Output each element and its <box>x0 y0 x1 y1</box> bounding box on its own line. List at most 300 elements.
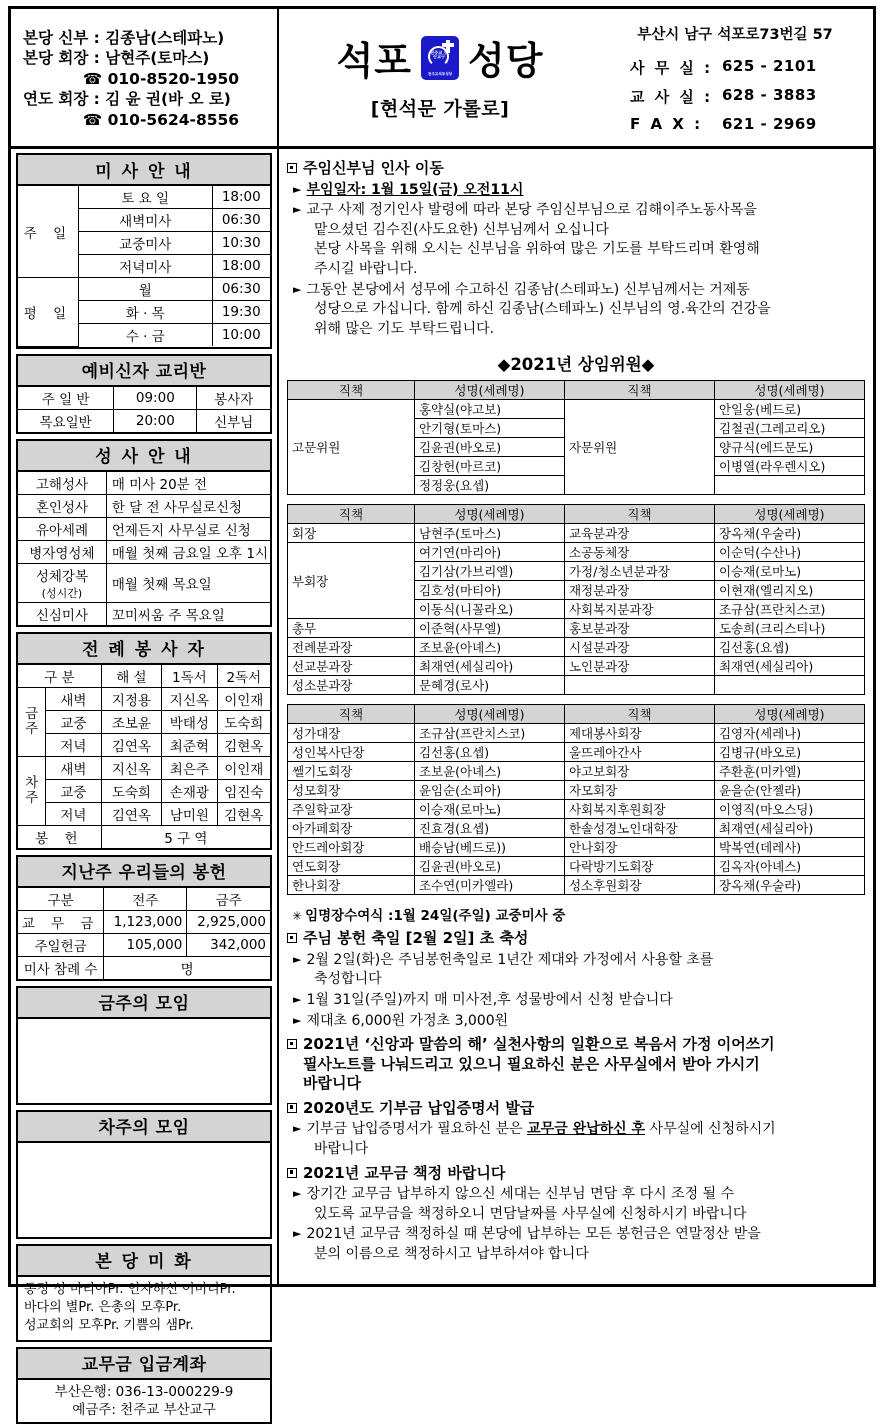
sacrament-name: 혼인성사 <box>18 494 106 517</box>
mass-name: 새벽미사 <box>78 209 212 232</box>
advisor-role-right: 자문위원 <box>564 400 714 495</box>
liturgical-servers-table <box>18 665 270 848</box>
commentator: 김연옥 <box>101 802 161 825</box>
advisor-name-left: 김윤권(바오로) <box>414 438 564 457</box>
group-role-left: 아가페회장 <box>288 819 415 838</box>
committee-officers-table <box>287 504 865 695</box>
advisor-name-left: 정정웅(요셉) <box>414 476 564 495</box>
mass-time: 10:00 <box>212 324 270 347</box>
table-row <box>18 186 270 209</box>
catechumen-class-time: 20:00 <box>114 409 197 432</box>
announcement-item-text: 그동안 본당에서 성무에 수고하신 김종남(스테파노) 신부님께서는 거제동 <box>306 281 750 298</box>
committee-ceremony-note <box>287 904 865 924</box>
table-header-row <box>288 705 865 724</box>
announcement-item <box>287 951 865 970</box>
group-role-left: 성인복사단장 <box>288 743 415 762</box>
catechumen-table <box>18 387 270 432</box>
col-header-name: 성명(세례명) <box>714 505 864 524</box>
mass-time-label: 저녁 <box>46 733 101 756</box>
committee-title: ◆2021년 상임위원◆ <box>497 355 655 375</box>
announcement-gospel-notebook <box>287 1035 865 1094</box>
officer-role-left: 회장 <box>288 524 415 543</box>
office-phone-number: 625 - 2101 <box>722 56 817 75</box>
advisor-name-left: 홍약실(야고보) <box>414 400 564 419</box>
officer-name-right: 이순덕(수산나) <box>714 543 864 562</box>
group-name-right: 김옥자(아녜스) <box>714 857 864 876</box>
officer-role-left: 성소분과장 <box>288 676 415 695</box>
catechumen-title: 예비신자 교리반 <box>18 356 270 387</box>
officer-name-right <box>714 676 864 695</box>
sacraments-table <box>18 472 270 625</box>
table-row <box>288 762 865 781</box>
bank-account-number: 부산은행: 036-13-000229-9 <box>54 1383 234 1400</box>
table-row <box>18 733 270 756</box>
table-row <box>288 743 865 762</box>
table-row <box>18 494 270 517</box>
announcement-item-text <box>306 1120 775 1139</box>
officer-role-right <box>564 676 714 695</box>
announcement-heading-text: 2020년도 기부금 납입증명서 발급 <box>303 1098 535 1117</box>
catechumen-section <box>16 354 272 434</box>
announcement-item-text: 2월 2일(화)은 주님봉헌축일로 1년간 제대와 가정에서 사용할 초를 <box>306 951 714 968</box>
group-name-left: 윤임순(소피아) <box>414 781 564 800</box>
commentator: 지신옥 <box>101 756 161 779</box>
mass-time-label: 교중 <box>46 779 101 802</box>
col-header-reading2: 2독서 <box>217 665 270 688</box>
table-row <box>288 781 865 800</box>
table-row <box>288 819 865 838</box>
sacrament-name-sub: (성시간) <box>41 586 83 600</box>
officer-role-right: 재정분과장 <box>564 581 714 600</box>
table-row <box>18 278 270 301</box>
committee-ceremony-note-text: 임명장수여식 :1월 24일(주일) 교중미사 중 <box>305 908 566 925</box>
announcement-donation-certificate <box>287 1099 865 1159</box>
col-header-division: 구 분 <box>18 665 101 688</box>
officer-role-right: 노인분과장 <box>564 657 714 676</box>
announcement-item <box>287 1012 865 1031</box>
church-logo-icon <box>421 36 459 80</box>
col-header-role: 직책 <box>564 705 714 724</box>
announcement-item <box>287 1185 865 1204</box>
col-header-name: 성명(세례명) <box>714 381 864 400</box>
group-name-right: 윤을순(안젤라) <box>714 781 864 800</box>
triangle-bullet-icon: ► <box>293 1013 302 1027</box>
bulletin-body <box>11 149 873 1419</box>
sacrament-name: 유아세례 <box>18 517 106 540</box>
asterisk-icon: ✳ <box>292 909 303 924</box>
teacher-room-phone-label: 교 사 실 : <box>630 87 713 106</box>
sacrament-desc: 언제든지 사무실로 신청 <box>106 517 270 540</box>
advisor-role-left: 고문위원 <box>288 400 415 495</box>
week-label-this: 금 주 <box>18 687 46 756</box>
group-name-left: 김선홍(요셉) <box>414 743 564 762</box>
table-row <box>288 524 865 543</box>
officer-name-left: 이동식(니꼴라오) <box>414 600 564 619</box>
liturgical-servers-section <box>16 632 272 850</box>
announcement-item-text: 교구 사제 정기인사 발령에 따라 본당 주임신부님으로 김해이주노동사목을 <box>306 202 757 219</box>
sacrament-desc: 매월 첫째 금요일 오후 1시 <box>106 540 270 563</box>
table-row <box>288 400 865 419</box>
advisor-name-right: 이병열(라우렌시오) <box>714 457 864 476</box>
week-label-next: 차 주 <box>18 756 46 825</box>
advisor-name-left: 안기형(토마스) <box>414 419 564 438</box>
announcement-heading-line: 바랍니다 <box>303 1074 361 1093</box>
officer-name-right: 조규삼(프란치스코) <box>714 600 864 619</box>
table-row <box>288 676 865 695</box>
sacrament-name: 신심미사 <box>18 602 106 625</box>
offering-district-value: 5 구 역 <box>101 825 270 848</box>
officer-name-left: 문혜경(로사) <box>414 676 564 695</box>
table-row <box>18 825 270 848</box>
announcement-heading-text-block <box>303 1035 775 1094</box>
logo-inner-text: 천주교 부산교구 <box>430 49 448 60</box>
offering-table <box>18 888 270 979</box>
reading1: 최은주 <box>162 756 217 779</box>
mass-schedule-table <box>18 186 270 347</box>
officer-role-right: 사회복지분과장 <box>564 600 714 619</box>
bank-account-title: 교무금 입금계좌 <box>18 1349 270 1380</box>
table-row <box>18 956 270 979</box>
officer-role-right: 소공동체장 <box>564 543 714 562</box>
office-phone-row <box>607 57 863 78</box>
table-row <box>18 472 270 495</box>
officer-role-right: 시설분과장 <box>564 638 714 657</box>
commentator: 도숙희 <box>101 779 161 802</box>
officer-name-left: 김기삼(가브리엘) <box>414 562 564 581</box>
sacrament-desc: 매 미사 20분 전 <box>106 472 270 495</box>
table-row <box>18 910 270 933</box>
committee-groups-table <box>287 704 865 895</box>
this-week-meeting-content <box>18 1019 270 1103</box>
announcement-item <box>287 1120 865 1139</box>
table-row <box>18 409 270 432</box>
table-row <box>288 876 865 895</box>
mass-time: 19:30 <box>212 301 270 324</box>
square-bullet-icon <box>287 1168 297 1178</box>
announcement-item-cont: 주시길 바랍니다. <box>314 260 418 277</box>
announcement-heading <box>287 1164 865 1184</box>
table-row <box>18 933 270 956</box>
teacher-room-phone-row <box>607 86 863 107</box>
group-name-right: 김영자(세레나) <box>714 724 864 743</box>
group-role-left: 주일학교장 <box>288 800 415 819</box>
col-header-role: 직책 <box>288 381 415 400</box>
offering-prev-amount: 1,123,000 <box>104 910 187 933</box>
group-name-left: 이승재(로마노) <box>414 800 564 819</box>
header-contacts-left <box>11 9 279 146</box>
next-week-meeting-content <box>18 1143 270 1237</box>
offering-cur-amount: 2,925,000 <box>187 910 270 933</box>
triangle-bullet-icon: ► <box>293 993 302 1007</box>
mass-time: 18:00 <box>212 255 270 278</box>
col-header-this-week: 금주 <box>187 888 270 911</box>
announcement-item-text: 1월 31일(주일)까지 매 미사전,후 성물방에서 신청 받습니다 <box>306 992 673 1009</box>
beautify-line: 동정 성 마리아Pr. 인자하신 어머니Pr. <box>24 1281 236 1297</box>
sacraments-section <box>16 439 272 627</box>
officer-name-left: 여기연(마리아) <box>414 543 564 562</box>
catechumen-class-time: 09:00 <box>114 387 197 410</box>
mass-time: 10:30 <box>212 232 270 255</box>
mass-group-sunday: 주 일 <box>18 186 78 278</box>
table-row <box>288 657 865 676</box>
reading1: 최준혁 <box>162 733 217 756</box>
table-header-row <box>18 888 270 911</box>
right-column <box>279 149 873 1284</box>
table-row <box>288 800 865 819</box>
group-role-right: 다락방기도회장 <box>564 857 714 876</box>
col-header-role: 직책 <box>288 505 415 524</box>
table-row <box>18 779 270 802</box>
table-row <box>18 563 270 602</box>
officer-name-left: 조보윤(아녜스) <box>414 638 564 657</box>
fax-row <box>607 115 863 133</box>
officer-role-left: 전례분과장 <box>288 638 415 657</box>
sacrament-name-main: 성체강복 <box>35 568 88 585</box>
group-role-right: 울뜨레아간사 <box>564 743 714 762</box>
group-name-right: 김병규(바오로) <box>714 743 864 762</box>
col-header-name: 성명(세례명) <box>714 705 864 724</box>
announcement-pastor-transfer <box>287 159 865 338</box>
this-week-meeting-section <box>16 986 272 1105</box>
announcement-item-text: 제대초 6,000원 가정초 3,000원 <box>306 1012 509 1029</box>
group-role-right: 자모회장 <box>564 781 714 800</box>
sacrament-desc: 꼬미씨움 주 목요일 <box>106 602 270 625</box>
reading2: 임진숙 <box>217 779 270 802</box>
bulletin-header <box>11 9 873 149</box>
church-title-row <box>337 30 544 85</box>
officer-name-right: 최재연(세실리아) <box>714 657 864 676</box>
officer-name-left: 이준혁(사무엘) <box>414 619 564 638</box>
triangle-bullet-icon: ► <box>293 1187 302 1201</box>
catechumen-class-leader: 봉사자 <box>197 387 270 410</box>
reading1: 지신옥 <box>162 687 217 710</box>
officer-role-left: 총무 <box>288 619 415 638</box>
bank-account-section <box>16 1347 272 1424</box>
next-week-meeting-section <box>16 1110 272 1239</box>
sacraments-title: 성 사 안 내 <box>18 441 270 472</box>
announcement-heading <box>287 929 865 949</box>
header-title-block <box>279 9 601 146</box>
church-name-part2: 성당 <box>468 39 544 83</box>
council-president-line: 본당 회장 : 남현주(토마스) <box>23 49 210 68</box>
mass-time-label: 새벽 <box>46 756 101 779</box>
announcement-item <box>287 281 865 300</box>
group-name-right: 장옥채(우술라) <box>714 876 864 895</box>
announcement-item-cont: 성당으로 가십니다. 함께 하신 김종남(스테파노) 신부님의 영.육간의 건강을 <box>314 301 771 318</box>
triangle-bullet-icon: ► <box>293 282 302 296</box>
table-row <box>18 710 270 733</box>
announcement-item-cont: 맡으셨던 김수진(사도요한) 신부님께서 오십니다 <box>314 221 609 238</box>
table-row <box>18 602 270 625</box>
sacrament-name <box>18 563 106 602</box>
officer-name-right: 도송희(크리스티나) <box>714 619 864 638</box>
offering-category: 교 무 금 <box>18 910 104 933</box>
header-contacts-right <box>601 9 873 146</box>
liturgical-servers-title: 전 례 봉 사 자 <box>18 634 270 665</box>
yeondo-president-phone: ☎ 010-5624-8556 <box>82 110 240 129</box>
group-role-right: 한솔성경노인대학장 <box>564 819 714 838</box>
officer-name-right: 이현재(엘리지오) <box>714 581 864 600</box>
fax-number: 621 - 2969 <box>722 114 817 133</box>
group-role-left: 안드레아회장 <box>288 838 415 857</box>
attendance-label: 미사 참례 수 <box>18 956 104 979</box>
group-name-left: 김윤권(바오로) <box>414 857 564 876</box>
advisor-name-right <box>714 476 864 495</box>
catechumen-class-leader: 신부님 <box>197 409 270 432</box>
square-bullet-icon <box>287 163 297 173</box>
catechumen-class-name: 목요일반 <box>18 409 114 432</box>
advisor-name-right: 양규식(에드문도) <box>714 438 864 457</box>
col-header-prev-week: 전주 <box>104 888 187 911</box>
officer-name-right: 장옥채(우술라) <box>714 524 864 543</box>
announcement-item <box>287 991 865 1010</box>
mass-schedule-section <box>16 153 272 349</box>
reading2: 이인재 <box>217 756 270 779</box>
attendance-value: 명 <box>104 956 270 979</box>
mass-time-label: 새벽 <box>46 687 101 710</box>
group-name-left: 조수연(미카엘라) <box>414 876 564 895</box>
group-role-left: 한나회장 <box>288 876 415 895</box>
announcement-item <box>287 1225 865 1244</box>
table-row <box>288 543 865 562</box>
mass-name: 화 · 목 <box>78 301 212 324</box>
announcement-heading <box>287 1035 865 1094</box>
table-row <box>288 857 865 876</box>
offering-prev-amount: 105,000 <box>104 933 187 956</box>
announcement-text-underlined: 교무금 완납하신 후 <box>527 1121 646 1138</box>
announcement-heading <box>287 1099 865 1119</box>
table-row <box>18 756 270 779</box>
mass-time: 06:30 <box>212 209 270 232</box>
group-name-left: 진효경(요셉) <box>414 819 564 838</box>
announcement-item-cont: 분의 이름으로 책정하시고 납부하셔야 합니다 <box>314 1245 589 1262</box>
logo-bottom-text: 천주교석포성당 <box>427 72 453 76</box>
commentator: 지정용 <box>101 687 161 710</box>
table-row <box>288 619 865 638</box>
col-header-reading1: 1독서 <box>162 665 217 688</box>
mass-name: 월 <box>78 278 212 301</box>
announcement-item <box>287 201 865 220</box>
triangle-bullet-icon: ► <box>293 952 302 966</box>
table-header-row <box>288 381 865 400</box>
officer-name-left: 최재연(세실리아) <box>414 657 564 676</box>
officer-name-right: 이승재(로마노) <box>714 562 864 581</box>
announcement-heading-text: 주님 봉헌 축일 [2월 2일] 초 축성 <box>303 929 529 948</box>
group-name-left: 조보윤(아녜스) <box>414 762 564 781</box>
group-role-right: 성소후원회장 <box>564 876 714 895</box>
catechumen-class-name: 주 일 반 <box>18 387 114 410</box>
group-role-left: 연도회장 <box>288 857 415 876</box>
col-header-category: 구분 <box>18 888 104 911</box>
beautify-line: 성교회의 모후Pr. 기쁨의 샘Pr. <box>24 1318 194 1334</box>
beautify-line: 바다의 별Pr. 은총의 모후Pr. <box>24 1299 182 1315</box>
announcement-item-text: 부임일자: 1월 15일(금) 오전11시 <box>306 181 524 198</box>
announcement-text-post: 사무실에 신청하시기 <box>645 1121 776 1138</box>
committee-advisors-table <box>287 380 865 495</box>
group-role-right: 제대봉사회장 <box>564 724 714 743</box>
church-beautification-section <box>16 1244 272 1342</box>
reading2: 김현옥 <box>217 733 270 756</box>
fax-label: F A X : <box>630 114 703 133</box>
announcement-item-cont: 축성합니다 <box>314 971 382 988</box>
commentator: 조보윤 <box>101 710 161 733</box>
triangle-bullet-icon: ► <box>293 203 302 217</box>
announcement-item-cont: 위해 많은 기도 부탁드립니다. <box>314 320 495 337</box>
announcement-heading-text: 주임신부님 인사 이동 <box>303 159 444 177</box>
square-bullet-icon <box>287 1039 297 1049</box>
table-row <box>288 724 865 743</box>
mass-name: 저녁미사 <box>78 255 212 278</box>
teacher-room-phone-number: 628 - 3883 <box>722 85 817 104</box>
group-role-right: 야고보회장 <box>564 762 714 781</box>
last-week-offering-section <box>16 855 272 981</box>
table-row <box>18 802 270 825</box>
group-role-left: 성가대장 <box>288 724 415 743</box>
officer-name-left: 남현주(토마스) <box>414 524 564 543</box>
advisor-name-left: 김창헌(마르코) <box>414 457 564 476</box>
group-name-right: 박복연(데레사) <box>714 838 864 857</box>
mass-time-label: 저녁 <box>46 802 101 825</box>
col-header-role: 직책 <box>288 705 415 724</box>
group-role-right: 안나회장 <box>564 838 714 857</box>
sacrament-name: 고해성사 <box>18 472 106 495</box>
announcement-item-cont: 있도록 교무금을 책정하오니 면담날짜를 사무실에 신청하시기 바랍니다 <box>314 1205 747 1222</box>
announcement-heading-line: 필사노트를 나눠드리고 있으니 필요하신 분은 사무실에서 받아 가시기 <box>303 1054 760 1073</box>
announcement-heading-line: 2021년 ‘신앙과 말씀의 해’ 실천사항의 일환으로 복음서 가정 이어쓰기 <box>303 1035 775 1054</box>
triangle-bullet-icon: ► <box>293 1227 302 1241</box>
officer-name-right: 김선홍(요셉) <box>714 638 864 657</box>
council-president-phone: ☎ 010-8520-1950 <box>82 69 240 88</box>
sacrament-name: 병자영성체 <box>18 540 106 563</box>
officer-role-left: 부회장 <box>288 543 415 619</box>
announcement-item-cont: 본당 사목을 위해 오시는 신부님을 위하여 많은 기도를 부탁드리며 환영해 <box>314 241 760 258</box>
reading2: 이인재 <box>217 687 270 710</box>
sacrament-desc: 한 달 전 사무실로신청 <box>106 494 270 517</box>
commentator: 김연옥 <box>101 733 161 756</box>
mass-name: 토 요 일 <box>78 186 212 209</box>
bank-account-content <box>18 1380 270 1422</box>
announcement-heading-text: 2021년 교무금 책정 바랍니다 <box>303 1163 506 1182</box>
offering-district-label: 봉 헌 <box>18 825 101 848</box>
table-row <box>18 687 270 710</box>
table-header-row <box>18 665 270 688</box>
advisor-name-right: 김철권(그레고리오) <box>714 419 864 438</box>
mass-time: 18:00 <box>212 186 270 209</box>
group-name-right: 주환훈(미카엘) <box>714 762 864 781</box>
reading1: 박태성 <box>162 710 217 733</box>
office-phone-label: 사 무 실 : <box>630 58 713 77</box>
col-header-name: 성명(세례명) <box>414 505 564 524</box>
table-row <box>18 517 270 540</box>
announcement-item-text: 장기간 교무금 납부하지 않으신 세대는 신부님 면담 후 다시 조정 될 수 <box>306 1186 735 1203</box>
offering-category: 주일헌금 <box>18 933 104 956</box>
left-column <box>11 149 279 1419</box>
pastor-line: 본당 신부 : 김종남(스테파노) <box>23 28 225 47</box>
reading2: 김현옥 <box>217 802 270 825</box>
mass-time: 06:30 <box>212 278 270 301</box>
table-row <box>18 387 270 410</box>
reading1: 손재광 <box>162 779 217 802</box>
next-week-meeting-title: 차주의 모임 <box>18 1112 270 1143</box>
officer-name-left: 김호성(마티아) <box>414 581 564 600</box>
offering-cur-amount: 342,000 <box>187 933 270 956</box>
announcement-candle-blessing <box>287 929 865 1030</box>
officer-role-right: 홍보분과장 <box>564 619 714 638</box>
mass-time-label: 교중 <box>46 710 101 733</box>
sacrament-desc: 매월 첫째 목요일 <box>106 563 270 602</box>
mass-group-weekday: 평 일 <box>18 278 78 347</box>
mass-schedule-title: 미 사 안 내 <box>18 155 270 186</box>
